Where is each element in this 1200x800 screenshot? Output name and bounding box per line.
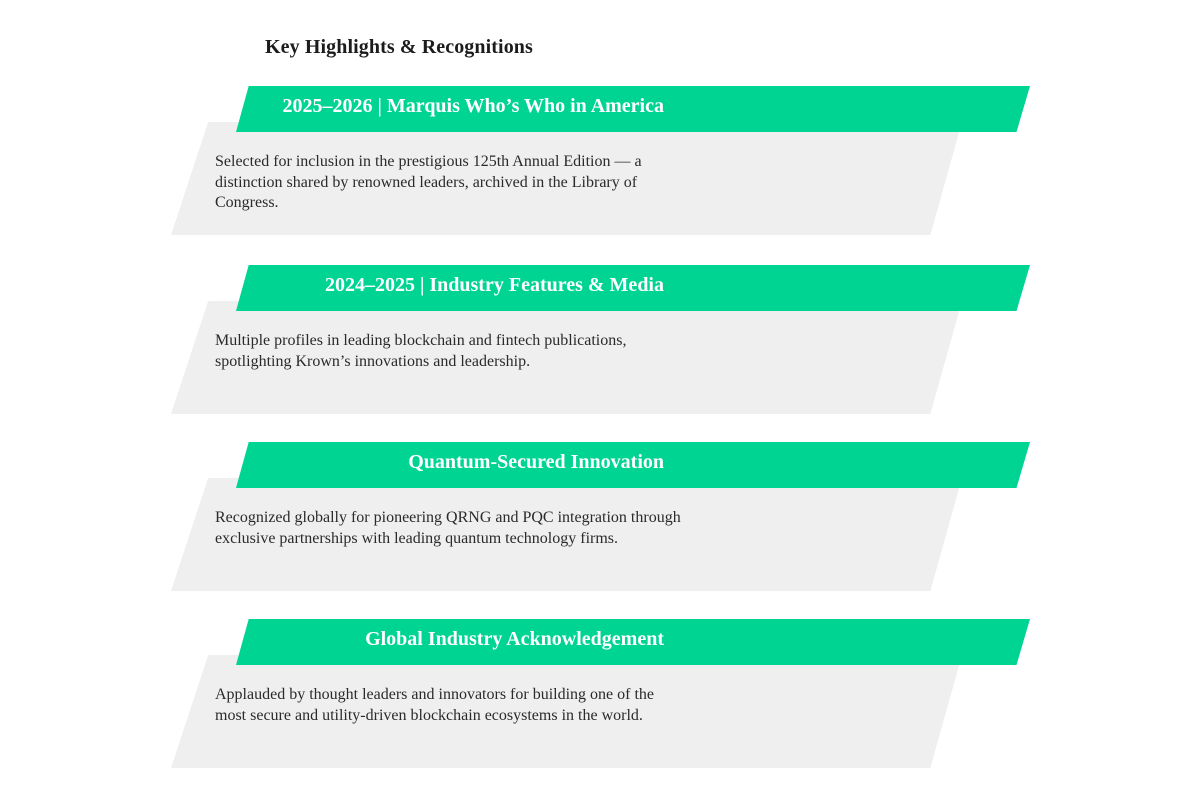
- highlight-item-global: [0, 619, 1200, 800]
- highlight-item-media: [0, 265, 1200, 450]
- highlight-description: Multiple profiles in leading blockchain and fintech publications, spotlighting Krown’s innovations and leadership.: [215, 332, 627, 370]
- highlight-description: Selected for inclusion in the prestigious 125th Annual Edition — a distinction shared by renowned leaders, archived in the Library of Congress.: [215, 153, 642, 211]
- highlight-description: Applauded by thought leaders and innovators for building one of the most secure and utility-driven blockchain ecosystems in the world.: [215, 686, 655, 724]
- page-title: Key Highlights & Recognitions: [265, 36, 533, 58]
- highlight-heading: Global Industry Acknowledgement: [365, 628, 664, 650]
- highlight-item-marquis: [0, 86, 1200, 271]
- highlight-heading: 2024–2025 | Industry Features & Media: [324, 274, 664, 296]
- highlight-heading: 2025–2026 | Marquis Who’s Who in America: [282, 95, 664, 117]
- highlight-description: Recognized globally for pioneering QRNG and PQC integration through exclusive partnerships with leading quantum technology firms.: [215, 509, 681, 547]
- highlight-heading: Quantum-Secured Innovation: [408, 451, 664, 473]
- highlight-item-quantum: [0, 442, 1200, 627]
